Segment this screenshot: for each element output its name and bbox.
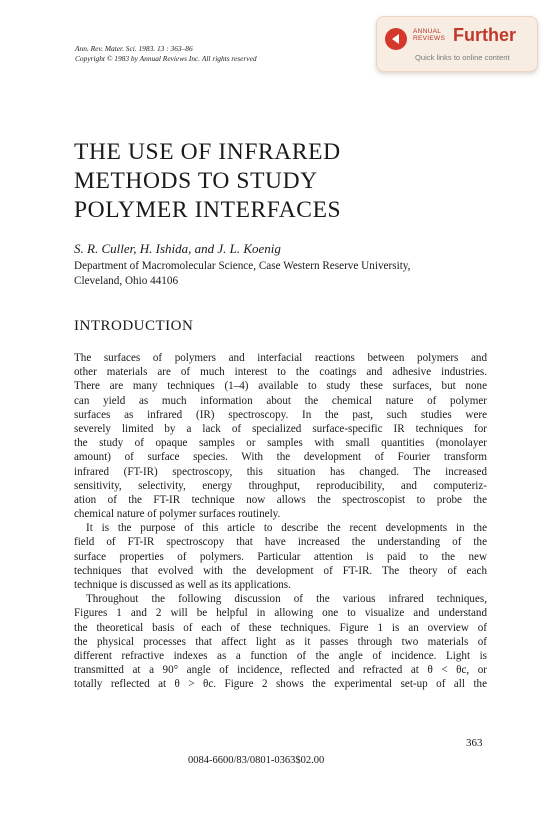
body-line: technique is discussed as well as its applications.: [74, 579, 291, 591]
body-line: There are many techniques (1–4) available to study these surfaces, but none: [74, 380, 487, 393]
body-line: severely limited by a lack of specialized surface-specific IR techniques for: [74, 422, 487, 435]
authors: S. R. Culler, H. Ishida, and J. L. Koenig: [74, 241, 281, 256]
annual-reviews-logo: [413, 28, 445, 42]
further-label: Further: [453, 25, 516, 45]
body-line: The surfaces of polymers and interfacial reactions between polymers and: [74, 352, 487, 364]
body-line: It is the purpose of this article to describe the recent developments in the: [86, 522, 487, 535]
affiliation-line: Cleveland, Ohio 44106: [74, 275, 179, 287]
body-line: techniques that evolved with the development of FT-IR. The theory of each: [74, 564, 487, 577]
body-line: different refractive indexes as a function of the angle of incidence. Light is: [74, 649, 487, 662]
body-line: chemical nature of polymer surfaces routinely.: [74, 508, 281, 521]
body-line: surfaces as infrared (IR) spectroscopy. In the past, such studies were: [74, 408, 487, 421]
page-number: 363: [466, 737, 483, 749]
body-text: [74, 351, 487, 692]
body-line: amount) of surface species. With the development of Fourier transform: [74, 451, 487, 464]
body-line: other materials are of much interest to the coatings and adhesive industries.: [74, 366, 487, 379]
body-line: the theoretical basis of each of these techniques. Figure 1 is an overview of: [74, 621, 487, 634]
title-line: THE USE OF INFRARED: [74, 139, 341, 165]
play-back-icon: [385, 28, 407, 50]
body-line: field of FT-IR spectroscopy that have increased the understanding of the: [74, 536, 487, 549]
title-line: METHODS TO STUDY: [74, 168, 318, 194]
body-line: Figures 1 and 2 will be helpful in allowing one to visualize and understand: [74, 607, 487, 620]
body-line: the physical processes that affect light as it passes through two materials of: [74, 635, 487, 648]
section-heading: INTRODUCTION: [74, 318, 194, 334]
body-line: sensitivity, selectivity, energy throughput, reproducibility, and computeriz-: [74, 479, 487, 492]
logo-annual: ANNUAL: [413, 28, 442, 35]
journal-citation-line: Ann. Rev. Mater. Sci. 1983. 13 : 363–86: [75, 44, 193, 53]
copyright-line: Copyright © 1983 by Annual Reviews Inc. All rights reserved: [75, 54, 257, 63]
body-line: can yield as much information about the chemical nature of polymer: [74, 394, 487, 407]
journal-citation: [75, 44, 257, 64]
affiliation: [74, 259, 487, 289]
article-title: [74, 138, 341, 225]
affiliation-line: Department of Macromolecular Science, Case Western Reserve University,: [74, 260, 411, 272]
body-line: infrared (FT-IR) spectroscopy, this situation has changed. The increased: [74, 465, 487, 478]
article-code: 0084-6600/83/0801-0363$02.00: [188, 755, 325, 766]
body-line: ation of the FT-IR technique now allows the spectroscopist to probe the: [74, 493, 487, 506]
body-line: surface properties of polymers. Particular attention is paid to the new: [74, 550, 487, 563]
body-line: totally reflected at θ > θc. Figure 2 shows the experimental set-up of all the: [74, 678, 487, 691]
banner-tagline: Quick links to online content: [415, 53, 510, 62]
body-line: Throughout the following discussion of the various infrared techniques,: [86, 593, 487, 606]
title-line: POLYMER INTERFACES: [74, 197, 342, 223]
body-line: transmitted at a 90° angle of incidence, reflected and refracted at θ < θc, or: [74, 664, 487, 677]
further-banner[interactable]: [376, 16, 538, 72]
logo-reviews: REVIEWS: [413, 35, 446, 42]
body-line: the study of opaque samples or samples with small quantities (monolayer: [74, 437, 487, 450]
